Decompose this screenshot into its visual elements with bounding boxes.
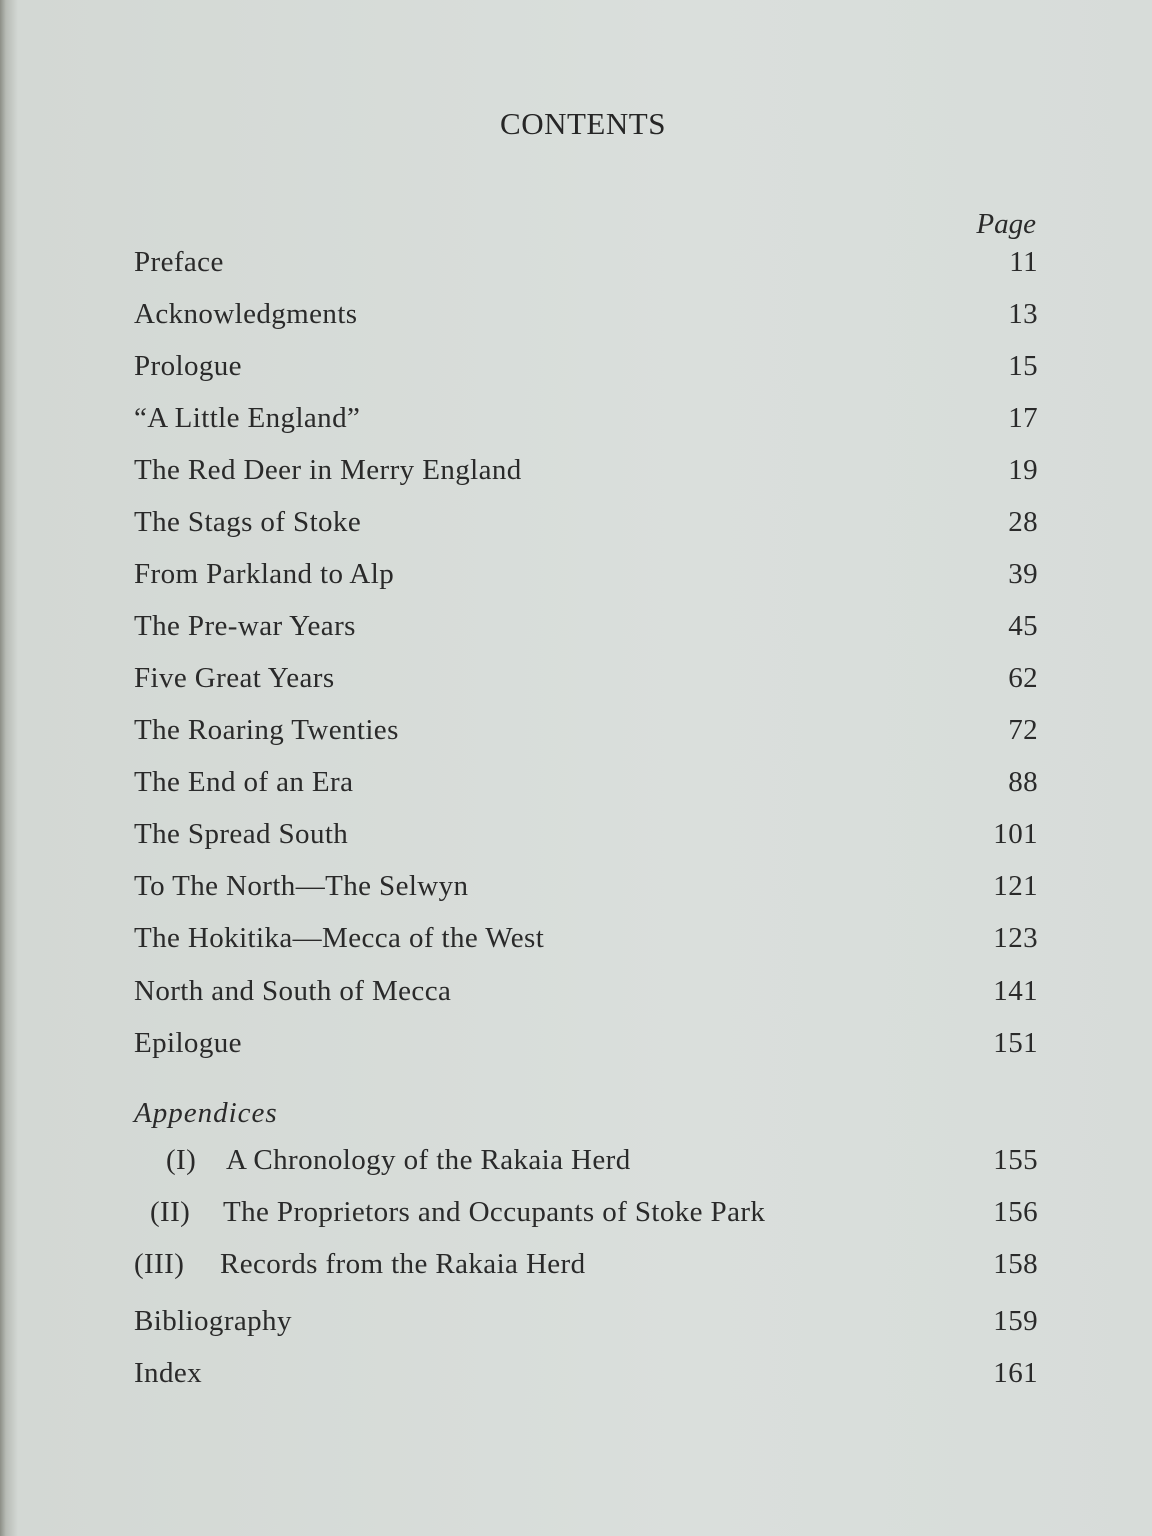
toc-entry-page: 72	[1008, 714, 1038, 746]
appendix-title: Records from the Rakaia Herd	[220, 1248, 586, 1280]
toc-entry-title: Preface	[134, 246, 224, 278]
toc-entry-title: The Hokitika—Mecca of the West	[134, 922, 545, 954]
toc-entry-title: The Stags of Stoke	[134, 506, 362, 538]
toc-entry-page: 13	[1008, 298, 1038, 330]
toc-entry-title: From Parkland to Alp	[134, 558, 395, 590]
appendix-title: A Chronology of the Rakaia Herd	[226, 1144, 631, 1176]
toc-entry-page: 19	[1008, 454, 1038, 486]
appendices-heading: Appendices	[134, 1097, 278, 1129]
toc-entry-title: “A Little England”	[134, 402, 361, 434]
toc-entry-title: The Roaring Twenties	[134, 714, 399, 746]
appendix-title: The Proprietors and Occupants of Stoke Park	[223, 1196, 766, 1228]
page-column-header: Page	[976, 208, 1036, 240]
toc-entry-title: To The North—The Selwyn	[134, 870, 469, 902]
toc-entry	[134, 975, 1038, 1015]
appendix-page: 158	[993, 1248, 1038, 1280]
toc-entry	[134, 454, 1038, 494]
toc-entry-title: Index	[134, 1357, 203, 1389]
toc-entry-page: 121	[993, 870, 1038, 902]
appendix-numeral: (III)	[134, 1248, 185, 1280]
toc-entry	[134, 350, 1038, 390]
toc-entry-title: Five Great Years	[134, 662, 335, 694]
toc-entry-title: Epilogue	[134, 1027, 242, 1059]
toc-entry-page: 45	[1008, 610, 1038, 642]
toc-entry-title: Bibliography	[134, 1305, 292, 1337]
appendix-entry	[134, 1144, 1038, 1184]
toc-entry-page: 141	[993, 975, 1038, 1007]
toc-entry-page: 28	[1008, 506, 1038, 538]
toc-entry	[134, 662, 1038, 702]
toc-entry	[134, 402, 1038, 442]
toc-entry-title: Acknowledgments	[134, 298, 358, 330]
toc-entry-title: Prologue	[134, 350, 242, 382]
toc-entry-page: 11	[1009, 246, 1038, 278]
toc-entry	[134, 1305, 1038, 1345]
toc-entry-title: The Pre-war Years	[134, 610, 356, 642]
toc-entry	[134, 298, 1038, 338]
toc-entry-title: The Red Deer in Merry England	[134, 454, 522, 486]
appendix-entry	[134, 1248, 1038, 1288]
toc-entry	[134, 766, 1038, 806]
appendix-page: 155	[993, 1144, 1038, 1176]
toc-entry-page: 62	[1008, 662, 1038, 694]
appendix-numeral: (I)	[166, 1144, 197, 1176]
appendix-page: 156	[993, 1196, 1038, 1228]
toc-entry-title: North and South of Mecca	[134, 975, 452, 1007]
toc-entry-page: 151	[993, 1027, 1038, 1059]
appendix-numeral: (II)	[150, 1196, 191, 1228]
appendix-entry	[134, 1196, 1038, 1236]
toc-entry	[134, 246, 1038, 286]
toc-entry-page: 88	[1008, 766, 1038, 798]
toc-entry-page: 39	[1008, 558, 1038, 590]
toc-entry-page: 161	[993, 1357, 1038, 1389]
toc-entry	[134, 870, 1038, 910]
contents-title: CONTENTS	[500, 106, 666, 141]
toc-entry	[134, 714, 1038, 754]
toc-entry	[134, 1027, 1038, 1067]
toc-entry-page: 15	[1008, 350, 1038, 382]
toc-entry-title: The End of an Era	[134, 766, 354, 798]
toc-entry	[134, 1357, 1038, 1397]
toc-entry-page: 17	[1008, 402, 1038, 434]
toc-entry-title: The Spread South	[134, 818, 349, 850]
toc-entry	[134, 558, 1038, 598]
toc-entry	[134, 506, 1038, 546]
toc-entry-page: 159	[993, 1305, 1038, 1337]
toc-entry	[134, 922, 1038, 962]
toc-entry	[134, 610, 1038, 650]
toc-entry	[134, 818, 1038, 858]
toc-entry-page: 123	[993, 922, 1038, 954]
toc-entry-page: 101	[993, 818, 1038, 850]
